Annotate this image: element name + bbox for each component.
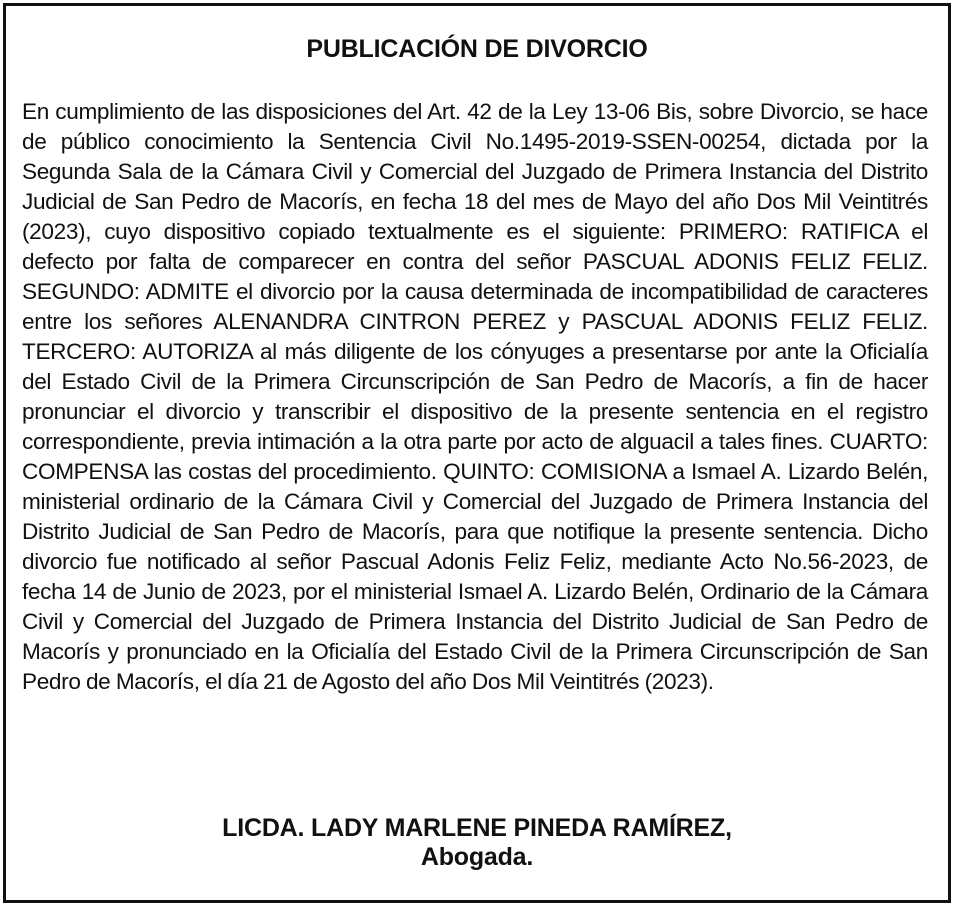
divorce-notice <box>3 3 951 903</box>
signature-block <box>6 814 948 872</box>
notice-title: PUBLICACIÓN DE DIVORCIO <box>306 35 648 63</box>
signature-role: Abogada. <box>420 843 534 871</box>
notice-body: En cumplimiento de las disposiciones del Art. 42 de la Ley 13-06 Bis, sobre Divorcio, se hace de público conocimiento la Sentencia Civil No.1495-2019-SSEN-00254, dictada por la Segunda Sala de la Cámara Civil y Comercial del Juzgado de Primera Instancia del Distrito Judicial de San Pedro de Macorís, en fecha 18 del mes de Mayo del año Dos Mil Veintitrés (2023), cuyo dispositivo copiado textualmente es el siguiente: PRIMERO: RATIFICA el defecto por falta de comparecer en contra del señor PASCUAL ADONIS FELIZ FELIZ. SEGUNDO: ADMITE el divorcio por la causa determinada de incompatibilidad de caracteres entre los señores ALENANDRA CINTRON PEREZ y PASCUAL ADONIS FELIZ FELIZ. TERCERO: AUTORIZA al más diligente de los cónyuges a presentarse por ante la Oficialía del Estado Civil de la Primera Circunscripción de San Pedro de Macorís, a fin de hacer pronunciar el divorcio y transcribir el dispositivo de la presente sentencia en el registro correspondiente, previa intimación a la otra parte por acto de alguacil a tales fines. CUARTO: COMPENSA las costas del procedimiento. QUINTO: COMISIONA a Ismael A. Lizardo Belén, ministerial ordinario de la Cámara Civil y Comercial del Juzgado de Primera Instancia del Distrito Judicial de San Pedro de Macorís, para que notifique la presente sentencia. Dicho divorcio fue notificado al señor Pascual Adonis Feliz Feliz, mediante Acto No.56-2023, de fecha 14 de Junio de 2023, por el ministerial Ismael A. Lizardo Belén, Ordinario de la Cámara Civil y Comercial del Juzgado de Primera Instancia del Distrito Judicial de San Pedro de Macorís y pronunciado en la Oficialía del Estado Civil de la Primera Circunscripción de San Pedro de Macorís, el día 21 de Agosto del año Dos Mil Veintitrés (2023). <box>22 99 928 694</box>
signature-name: LICDA. LADY MARLENE PINEDA RAMÍREZ, <box>222 814 732 842</box>
